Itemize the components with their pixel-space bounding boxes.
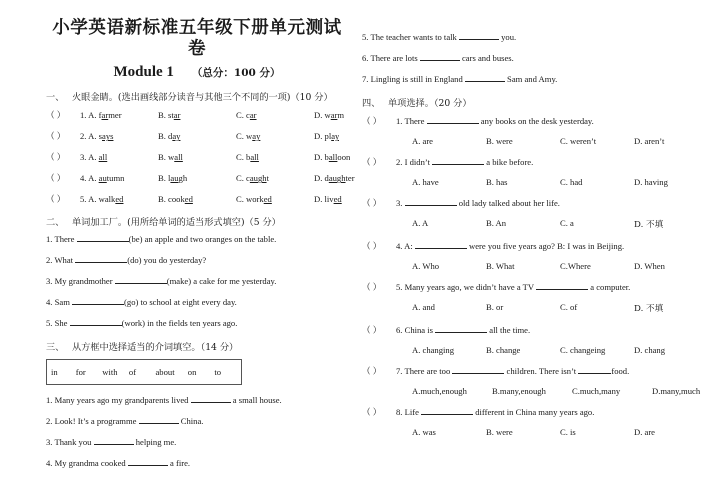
answer-bracket[interactable]: （ ） bbox=[362, 366, 382, 376]
mc-option[interactable]: B.many,enough bbox=[492, 386, 546, 396]
mc-stem-text: 7. There are too children. There isn’t food. bbox=[396, 366, 630, 376]
mc-option[interactable]: B. An bbox=[486, 218, 507, 228]
mc-option[interactable]: D. 不填 bbox=[634, 304, 664, 314]
right-column bbox=[358, 18, 708, 494]
module-total-score: （总分：100 分） bbox=[191, 67, 281, 79]
pronunciation-question-row bbox=[46, 109, 348, 121]
fill-blank[interactable] bbox=[94, 444, 134, 445]
mc-option[interactable]: D. chang bbox=[634, 345, 666, 355]
preposition-item: 5. The teacher wants to talk you. bbox=[362, 32, 517, 42]
mc-stem-text: 5. Many years ago, we didn’t have a TV a computer. bbox=[396, 282, 631, 292]
left-column bbox=[6, 18, 358, 494]
mc-stem-text: 3. old lady talked about her life. bbox=[396, 198, 560, 208]
mc-option[interactable]: A. changing bbox=[412, 345, 455, 355]
mc-question-stem bbox=[362, 324, 700, 336]
answer-bracket[interactable]: （ ） bbox=[46, 173, 66, 184]
preposition-item: 6. There are lots cars and buses. bbox=[362, 53, 514, 63]
option-d[interactable]: D. balloon bbox=[314, 152, 351, 163]
mc-question-stem bbox=[362, 365, 700, 377]
fill-blank[interactable] bbox=[536, 289, 588, 290]
option-d[interactable]: D. lived bbox=[314, 194, 342, 205]
option-d[interactable]: D. warm bbox=[314, 110, 345, 121]
fill-blank[interactable] bbox=[415, 248, 467, 249]
mc-option-row bbox=[362, 302, 700, 314]
option-c[interactable]: C. car bbox=[236, 110, 257, 121]
mc-option-row bbox=[362, 261, 700, 271]
section-one-heading bbox=[46, 89, 348, 103]
section-three-items-right bbox=[362, 32, 700, 84]
mc-option[interactable]: D.many,much bbox=[652, 386, 701, 396]
option-b[interactable]: B. day bbox=[158, 131, 181, 142]
section-two-heading bbox=[46, 214, 348, 228]
option-b[interactable]: B. cooked bbox=[158, 194, 193, 205]
section-four-number: 四、 bbox=[362, 98, 381, 109]
mc-option[interactable]: A. A bbox=[412, 218, 429, 228]
mc-option-row bbox=[362, 386, 700, 396]
mc-stem-text: 2. I didn’t a bike before. bbox=[396, 157, 534, 167]
option-b[interactable]: B. wall bbox=[158, 152, 183, 163]
answer-bracket[interactable]: （ ） bbox=[46, 131, 66, 142]
fill-blank[interactable] bbox=[421, 414, 473, 415]
mc-stem-text: 6. China is all the time. bbox=[396, 325, 531, 335]
preposition-item: 1. Many years ago my grandparents lived a small house. bbox=[46, 395, 282, 406]
option-a[interactable]: 2. A. says bbox=[80, 131, 114, 142]
mc-option[interactable]: D. aren’t bbox=[634, 136, 665, 146]
mc-question-stem bbox=[362, 240, 700, 252]
word-form-item: 5. She (work) in the fields ten years ago. bbox=[46, 318, 238, 329]
mc-stem-text: 1. There any books on the desk yesterday. bbox=[396, 116, 594, 126]
answer-bracket[interactable]: （ ） bbox=[362, 325, 382, 335]
mc-option[interactable]: C. changeing bbox=[560, 345, 606, 355]
word-bank-item[interactable]: on bbox=[187, 367, 197, 378]
fill-blank[interactable] bbox=[75, 262, 127, 263]
mc-option[interactable]: C. weren’t bbox=[560, 136, 597, 146]
answer-bracket[interactable]: （ ） bbox=[362, 282, 382, 292]
mc-question-stem bbox=[362, 281, 700, 293]
answer-bracket[interactable]: （ ） bbox=[362, 157, 382, 167]
module-label: Module 1 bbox=[113, 64, 174, 80]
option-c[interactable]: C. caught bbox=[236, 173, 269, 184]
preposition-item: 7. Lingling is still in England Sam and Amy. bbox=[362, 74, 558, 84]
preposition-item: 2. Look! It’s a programme China. bbox=[46, 416, 204, 427]
mc-option[interactable]: B. has bbox=[486, 177, 508, 187]
mc-option-row bbox=[362, 345, 700, 355]
mc-option-row bbox=[362, 218, 700, 230]
mc-option[interactable]: A. have bbox=[412, 177, 439, 187]
fill-blank[interactable] bbox=[578, 373, 611, 374]
word-form-item: 4. Sam (go) to school at eight every day. bbox=[46, 297, 237, 308]
fill-blank[interactable] bbox=[459, 39, 499, 40]
option-b[interactable]: B. star bbox=[158, 110, 181, 121]
section-one-title: 火眼金睛。(选出画线部分读音与其他三个不同的一项)（10 分） bbox=[72, 92, 333, 104]
option-a[interactable]: 1. A. farmer bbox=[80, 110, 122, 121]
section-one-questions bbox=[46, 109, 355, 205]
option-c[interactable]: C. worked bbox=[236, 194, 272, 205]
mc-stem-text: 8. Life different in China many years ago. bbox=[396, 407, 595, 417]
answer-bracket[interactable]: （ ） bbox=[46, 110, 66, 121]
mc-option[interactable]: C.Where bbox=[560, 261, 591, 271]
fill-blank[interactable] bbox=[139, 423, 179, 424]
section-four-heading bbox=[362, 95, 700, 109]
word-bank-item[interactable]: of bbox=[128, 367, 137, 378]
answer-bracket[interactable]: （ ） bbox=[46, 194, 66, 205]
mc-question-stem bbox=[362, 156, 700, 168]
pronunciation-question-row bbox=[46, 130, 348, 142]
word-bank-box bbox=[46, 359, 242, 385]
pronunciation-question-row bbox=[46, 172, 355, 184]
mc-option[interactable]: C.much,many bbox=[572, 386, 621, 396]
section-three-number: 三、 bbox=[46, 342, 65, 354]
option-b[interactable]: B. laugh bbox=[158, 173, 188, 184]
mc-option[interactable]: B. were bbox=[486, 136, 513, 146]
mc-option[interactable]: D. 不填 bbox=[634, 220, 664, 230]
preposition-item: 4. My grandma cooked a fire. bbox=[46, 458, 191, 469]
mc-option[interactable]: C. of bbox=[560, 302, 578, 312]
mc-option[interactable]: C. a bbox=[560, 218, 574, 228]
answer-bracket[interactable]: （ ） bbox=[362, 198, 382, 208]
mc-option[interactable]: A. Who bbox=[412, 261, 440, 271]
fill-blank[interactable] bbox=[420, 60, 460, 61]
mc-option[interactable]: A. and bbox=[412, 302, 435, 312]
mc-option-row bbox=[362, 136, 700, 146]
section-two-items bbox=[46, 234, 348, 328]
option-a[interactable]: 3. A. all bbox=[80, 152, 108, 163]
mc-option[interactable]: A.much,enough bbox=[412, 386, 467, 396]
word-bank-item[interactable]: about bbox=[155, 367, 175, 378]
option-a[interactable]: 5. A. walked bbox=[80, 194, 124, 205]
mc-question-stem bbox=[362, 115, 700, 127]
option-c[interactable]: C. way bbox=[236, 131, 261, 142]
mc-option[interactable]: D. are bbox=[634, 427, 655, 437]
answer-bracket[interactable]: （ ） bbox=[362, 116, 382, 126]
option-a[interactable]: 4. A. autumn bbox=[80, 173, 125, 184]
mc-option[interactable]: C. is bbox=[560, 427, 576, 437]
mc-option[interactable]: B. change bbox=[486, 345, 521, 355]
word-bank-item[interactable]: to bbox=[214, 367, 222, 378]
section-four-questions bbox=[362, 115, 700, 437]
pronunciation-question-row bbox=[46, 193, 348, 205]
pronunciation-question-row bbox=[46, 151, 351, 163]
mc-question-stem bbox=[362, 406, 700, 418]
section-two-number: 二、 bbox=[46, 217, 65, 229]
preposition-item: 3. Thank you helping me. bbox=[46, 437, 177, 448]
mc-stem-text: 4. A: were you five years ago? B: I was in Beijing. bbox=[396, 241, 625, 251]
fill-blank[interactable] bbox=[128, 465, 168, 466]
option-d[interactable]: D. play bbox=[314, 131, 340, 142]
mc-option[interactable]: B. were bbox=[486, 427, 513, 437]
fill-blank[interactable] bbox=[405, 205, 457, 206]
fill-blank[interactable] bbox=[432, 164, 484, 165]
mc-option[interactable]: B. What bbox=[486, 261, 515, 271]
word-form-item: 2. What (do) you do yesterday? bbox=[46, 255, 207, 266]
mc-option-row bbox=[362, 177, 700, 187]
module-line bbox=[46, 62, 348, 81]
fill-blank[interactable] bbox=[435, 332, 487, 333]
option-d[interactable]: D. daughter bbox=[314, 173, 355, 184]
section-three-heading bbox=[46, 339, 348, 353]
option-c[interactable]: C. ball bbox=[236, 152, 259, 163]
answer-bracket[interactable]: （ ） bbox=[46, 152, 66, 163]
fill-blank[interactable] bbox=[72, 304, 124, 305]
mc-option-row bbox=[362, 427, 700, 437]
mc-option[interactable]: D. having bbox=[634, 177, 668, 187]
fill-blank[interactable] bbox=[465, 81, 505, 82]
section-two-title: 单词加工厂。(用所给单词的适当形式填空)（5 分） bbox=[72, 217, 281, 229]
fill-blank[interactable] bbox=[77, 241, 129, 242]
fill-blank[interactable] bbox=[191, 402, 231, 403]
answer-bracket[interactable]: （ ） bbox=[362, 241, 382, 251]
mc-option[interactable]: A. are bbox=[412, 136, 433, 146]
word-bank-item[interactable]: in bbox=[51, 367, 58, 378]
word-bank-item[interactable]: for bbox=[75, 367, 86, 378]
section-three-items-left bbox=[46, 395, 348, 468]
section-four-title: 单项选择。（20 分） bbox=[388, 98, 472, 109]
mc-option[interactable]: A. was bbox=[412, 427, 436, 437]
word-bank-item[interactable]: with bbox=[102, 367, 118, 378]
mc-option[interactable]: B. or bbox=[486, 302, 504, 312]
mc-option[interactable]: D. When bbox=[634, 261, 665, 271]
section-one-number: 一、 bbox=[46, 92, 65, 104]
fill-blank[interactable] bbox=[427, 123, 479, 124]
answer-bracket[interactable]: （ ） bbox=[362, 407, 382, 417]
word-form-item: 3. My grandmother (make) a cake for me yesterday. bbox=[46, 276, 277, 287]
fill-blank[interactable] bbox=[452, 373, 504, 374]
page-title: 小学英语新标准五年级下册单元测试卷 bbox=[52, 18, 342, 59]
fill-blank[interactable] bbox=[115, 283, 167, 284]
mc-option[interactable]: C. had bbox=[560, 177, 583, 187]
section-three-title: 从方框中选择适当的介词填空。（14 分） bbox=[72, 342, 239, 354]
word-form-item: 1. There (be) an apple and two oranges on the table. bbox=[46, 234, 277, 245]
fill-blank[interactable] bbox=[70, 325, 122, 326]
mc-question-stem bbox=[362, 197, 700, 209]
